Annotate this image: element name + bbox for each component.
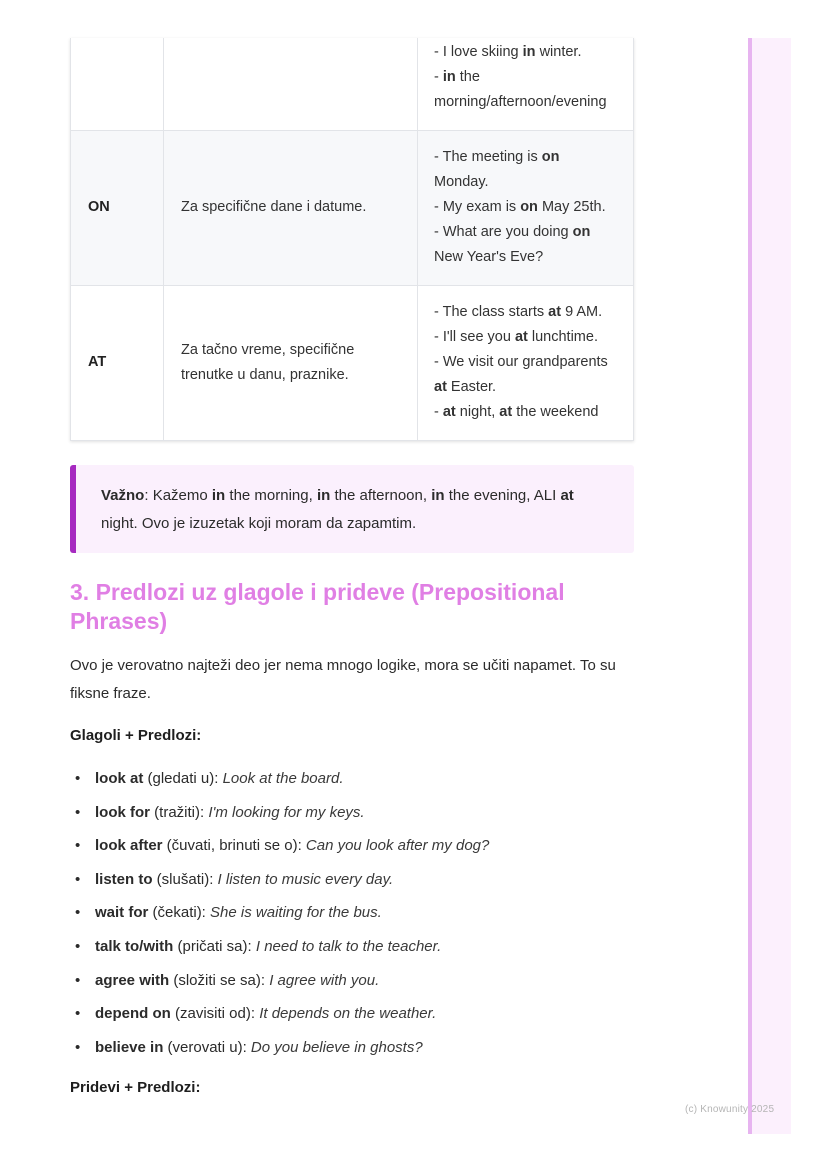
emphasis: in (211, 487, 226, 504)
emphasis: on (572, 224, 591, 240)
verb-example: Can you look after my dog? (305, 837, 490, 855)
verb-meaning: (gledati u): (143, 770, 223, 787)
emphasis: in (442, 69, 456, 86)
adjectives-heading: Pridevi + Predlozi: (70, 1079, 201, 1096)
verbs-heading: Glagoli + Predlozi: (70, 727, 202, 744)
list-item (70, 933, 489, 967)
usage-cell (164, 38, 418, 130)
bullet-icon: • (75, 1005, 81, 1023)
verb-example: Look at the board. (222, 770, 344, 787)
emphasis: at (442, 404, 456, 420)
verb-meaning: (tražiti): (150, 803, 209, 821)
verb-example: She is waiting for the bus. (210, 904, 382, 922)
verb-phrase: look after (95, 837, 163, 855)
example-line: - The meeting is on Monday. (434, 149, 560, 190)
list-item (70, 1034, 489, 1068)
examples-cell (418, 38, 634, 130)
example-line: - My exam is on May 25th. (434, 199, 606, 215)
verb-example: Do you believe in ghosts? (250, 1038, 423, 1056)
verb-meaning: (čekati): (148, 904, 211, 922)
prepositions-table (70, 38, 634, 441)
preposition-cell: AT (71, 285, 164, 440)
verb-phrase: look at (95, 770, 144, 787)
verbs-list (70, 765, 489, 1067)
list-item (70, 799, 489, 833)
bullet-icon: • (75, 1038, 81, 1056)
table-row (71, 130, 634, 285)
section-title: 3. Predlozi uz glagole i prideve (Prepositional Phrases) (70, 579, 565, 634)
verb-example: I'm looking for my keys. (208, 803, 365, 821)
example-line: - The class starts at 9 AM. (434, 304, 603, 320)
verb-example: It depends on the weather. (259, 1005, 437, 1023)
table-row (71, 38, 634, 130)
verb-meaning: (složiti se sa): (169, 971, 270, 989)
verb-phrase: wait for (95, 904, 149, 922)
bullet-icon: • (75, 837, 81, 855)
important-note (70, 465, 634, 553)
verb-phrase: believe in (95, 1038, 164, 1056)
bullet-icon: • (75, 870, 81, 888)
verb-example: I listen to music every day. (217, 870, 394, 888)
verb-meaning: (zavisiti od): (170, 1005, 260, 1023)
emphasis: at (560, 487, 574, 504)
verb-meaning: (pričati sa): (173, 937, 256, 955)
emphasis: on (541, 149, 560, 165)
preposition-cell (71, 38, 164, 130)
verb-phrase: listen to (95, 870, 153, 888)
list-item (70, 832, 489, 866)
verb-phrase: talk to/with (95, 937, 174, 955)
list-item (70, 765, 489, 799)
emphasis: at (548, 304, 562, 320)
example-line: - We visit our grandparents at Easter. (434, 354, 608, 395)
bullet-icon: • (75, 971, 81, 989)
examples-cell (418, 285, 634, 440)
list-item (70, 899, 489, 933)
emphasis: in (522, 44, 536, 61)
bullet-icon: • (75, 770, 81, 787)
verb-phrase: depend on (95, 1005, 171, 1023)
verb-example: I agree with you. (269, 971, 380, 989)
example-line: - I love skiing in winter. (434, 44, 582, 61)
intro-paragraph: Ovo je verovatno najteži deo jer nema mnogo logike, mora se učiti napamet. To su fiksne fraze. (70, 657, 616, 702)
examples-cell (418, 130, 634, 285)
preposition-cell: ON (71, 130, 164, 285)
verb-example: I need to talk to the teacher. (255, 937, 442, 955)
side-panel (748, 38, 791, 1134)
emphasis: Važno (101, 487, 145, 504)
example-line: - What are you doing on New Year's Eve? (434, 224, 591, 265)
usage-cell: Za specifične dane i datume. (164, 130, 418, 285)
usage-cell: Za tačno vreme, specifične trenutke u danu, praznike. (164, 285, 418, 440)
example-line: - I'll see you at lunchtime. (434, 329, 598, 345)
important-note-text: Važno: Kažemo in the morning, in the afternoon, in the evening, ALI at night. Ovo je izuzetak koji moram da zapamtim. (101, 487, 574, 532)
example-line: - in the morning/afternoon/evening (434, 69, 607, 111)
list-item (70, 967, 489, 1001)
verb-phrase: agree with (95, 971, 170, 989)
verb-phrase: look for (95, 803, 150, 821)
emphasis: in (431, 487, 445, 504)
emphasis: at (514, 329, 528, 345)
bullet-icon: • (75, 803, 81, 821)
list-item (70, 866, 489, 900)
table-row (71, 285, 634, 440)
bullet-icon: • (75, 937, 81, 955)
verb-meaning: (verovati u): (163, 1038, 251, 1056)
verb-meaning: (slušati): (152, 870, 218, 888)
list-item (70, 1000, 489, 1034)
bullet-icon: • (75, 904, 81, 922)
emphasis: at (434, 379, 447, 395)
copyright-text: (c) Knowunity 2025 (685, 1104, 775, 1115)
emphasis: at (499, 404, 513, 420)
verb-meaning: (čuvati, brinuti se o): (162, 837, 306, 855)
emphasis: on (520, 199, 538, 215)
example-line: - at night, at the weekend (434, 404, 599, 420)
emphasis: in (316, 487, 331, 504)
